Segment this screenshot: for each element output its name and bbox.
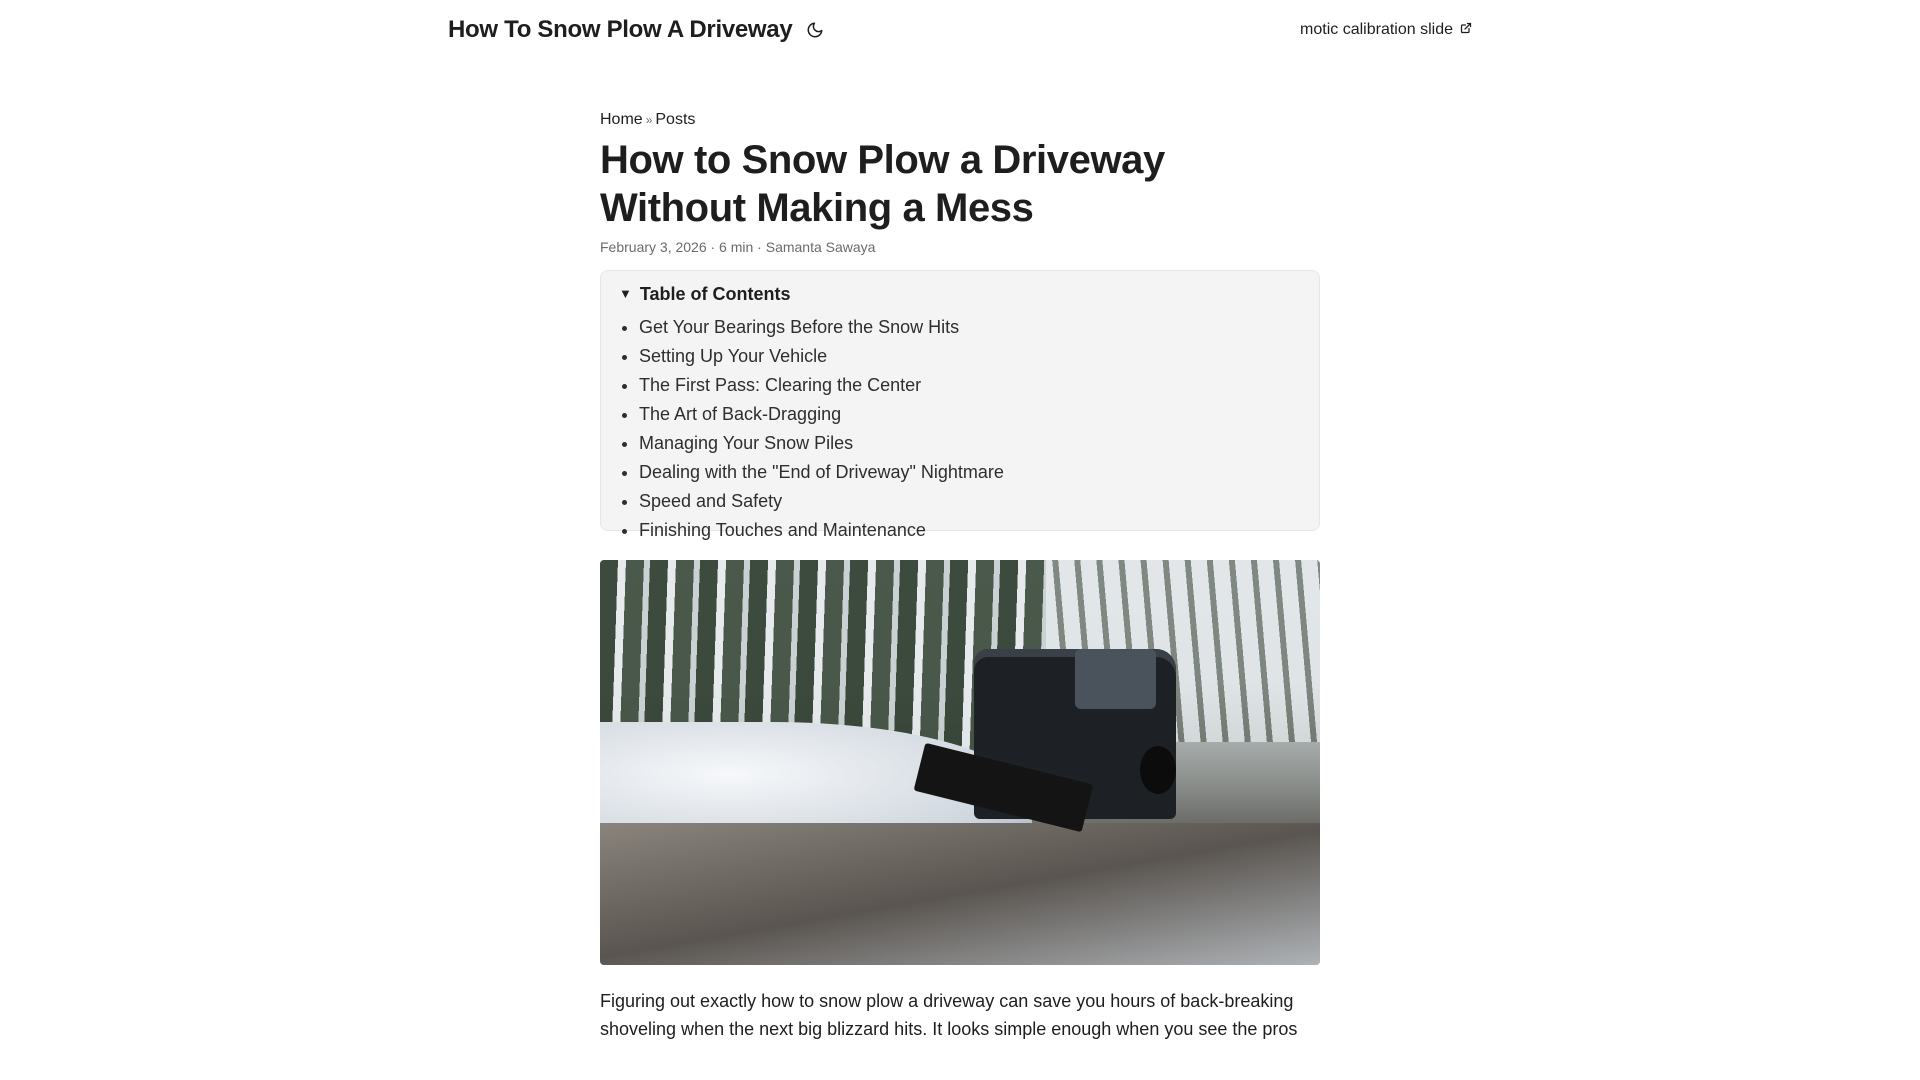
breadcrumb-posts[interactable]: Posts	[655, 111, 696, 128]
toc-toggle[interactable]	[619, 281, 1301, 307]
toc-item	[639, 313, 1301, 342]
moon-icon[interactable]	[806, 21, 824, 39]
toc-item	[639, 371, 1301, 400]
external-link-label: motic calibration slide	[1300, 21, 1453, 38]
toc-link[interactable]: Speed and Safety	[639, 491, 783, 511]
page-title: How to Snow Plow a Driveway Without Making a Mess	[600, 138, 1165, 230]
breadcrumb-home[interactable]: Home	[600, 111, 643, 128]
toc-item	[639, 487, 1301, 516]
triangle-down-icon: ▼	[619, 286, 632, 301]
external-link-icon	[1460, 21, 1472, 39]
toc-item	[639, 458, 1301, 487]
external-menu-link[interactable]	[1300, 21, 1472, 39]
intro-paragraph: Figuring out exactly how to snow plow a driveway can save you hours of back-breaking shoveling when the next big blizzard hits. It looks simple enough when you see the pros	[600, 991, 1298, 1039]
toc-list	[619, 313, 1301, 545]
toc-link[interactable]: The First Pass: Clearing the Center	[639, 375, 922, 395]
toc-link[interactable]: Managing Your Snow Piles	[639, 433, 854, 453]
truck-wheel	[1140, 746, 1176, 794]
toc-link[interactable]: The Art of Back-Dragging	[639, 404, 842, 424]
toc-link[interactable]: Dealing with the "End of Driveway" Nightmare	[639, 462, 1004, 482]
toc-item	[639, 429, 1301, 458]
table-of-contents	[600, 270, 1320, 540]
site-title-link[interactable]: How To Snow Plow A Driveway	[448, 16, 793, 43]
cover-image-snow-plow-truck	[600, 560, 1320, 965]
post-meta: February 3, 2026 · 6 min · Samanta Sawaya	[600, 239, 876, 255]
toc-link[interactable]: Setting Up Your Vehicle	[639, 346, 828, 366]
road	[600, 823, 1320, 965]
breadcrumb	[600, 108, 1320, 132]
toc-link[interactable]: Finishing Touches and Maintenance	[639, 520, 926, 540]
toc-link[interactable]: Get Your Bearings Before the Snow Hits	[639, 317, 960, 337]
toc-title: Table of Contents	[639, 284, 791, 304]
breadcrumb-separator: »	[645, 113, 653, 127]
toc-item	[639, 400, 1301, 429]
post-main	[600, 108, 1320, 1061]
site-header	[448, 0, 1472, 60]
toc-item	[639, 342, 1301, 371]
logo-group	[448, 16, 824, 44]
toc-item	[639, 516, 1301, 545]
